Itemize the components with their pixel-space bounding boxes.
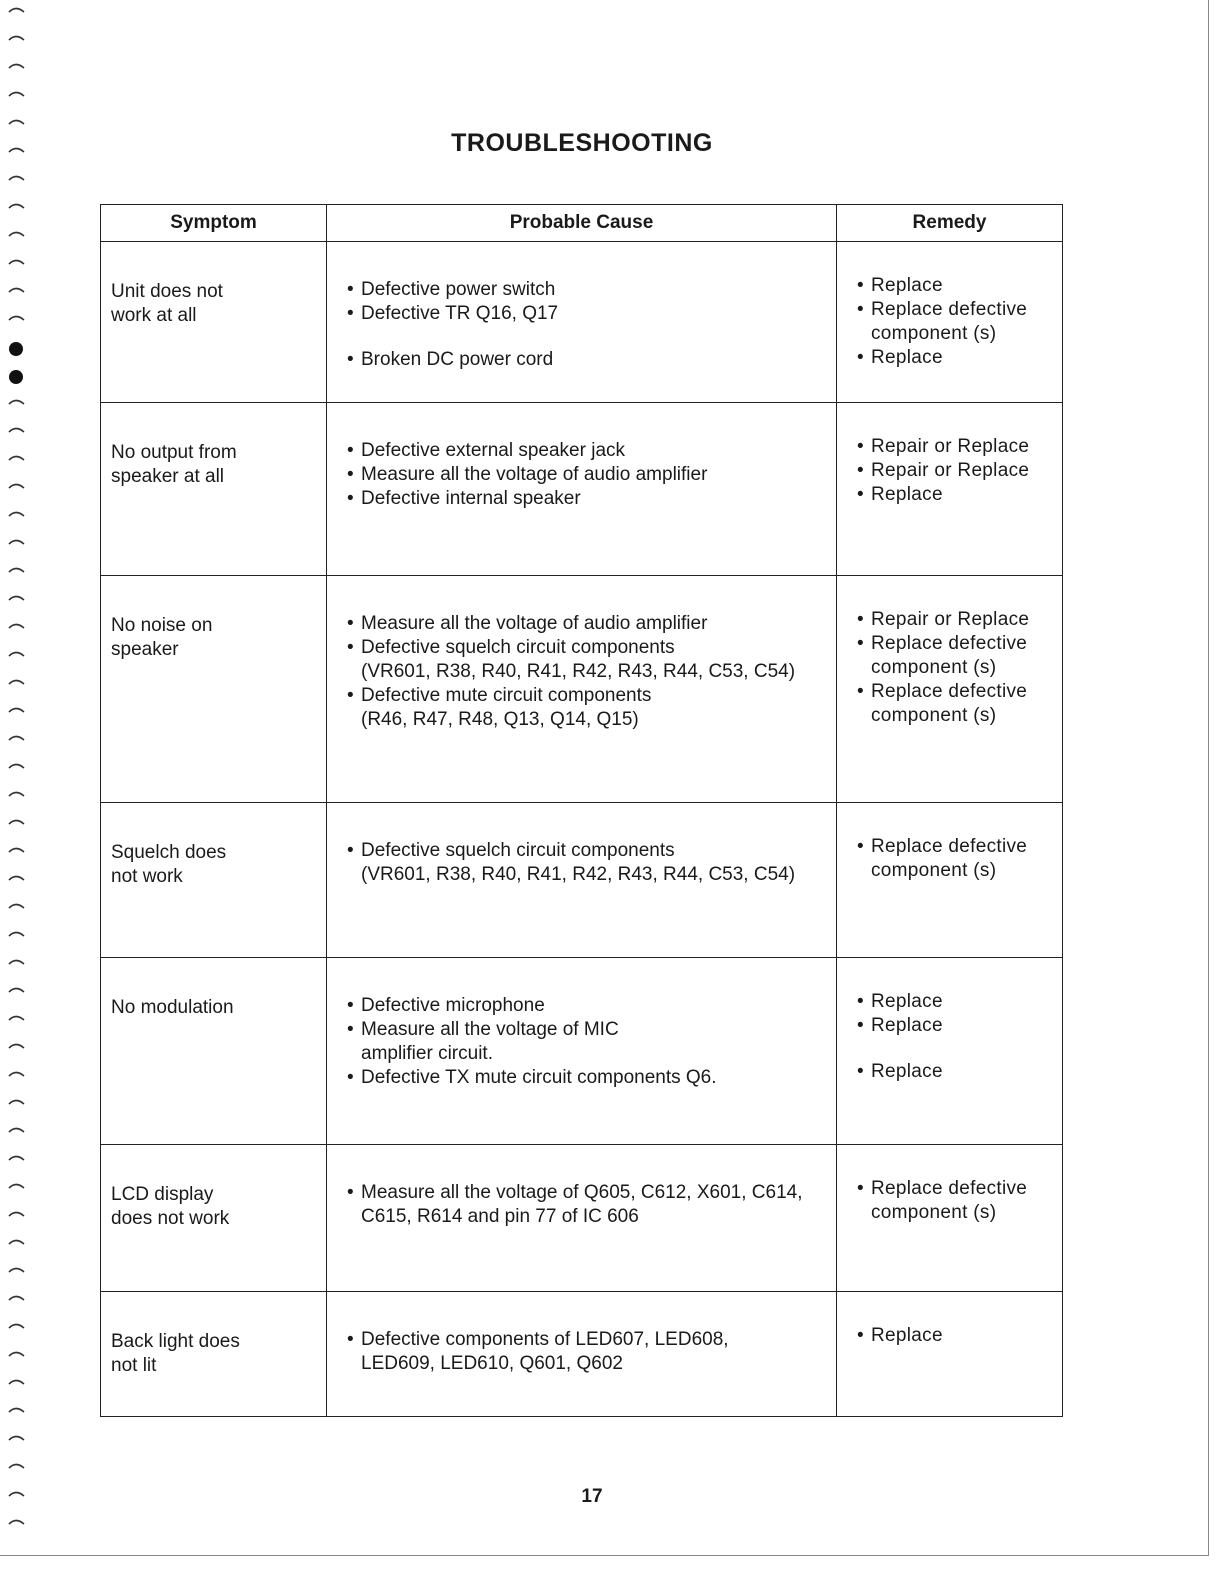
probable-cause-cell bbox=[327, 1292, 837, 1417]
binding-mark bbox=[9, 625, 24, 629]
binding-mark bbox=[9, 709, 24, 713]
remedy-cell bbox=[837, 242, 1063, 403]
symptom-text: LCD display bbox=[111, 1184, 214, 1205]
remedy-item bbox=[857, 435, 1056, 459]
remedy-item bbox=[857, 298, 1056, 346]
cause-text: • Measure all the voltage of audio amplifier bbox=[347, 463, 826, 487]
table-row bbox=[101, 1145, 1063, 1292]
binding-mark bbox=[9, 989, 24, 993]
binding-marks-svg bbox=[6, 0, 28, 1584]
table-row bbox=[101, 803, 1063, 958]
cause-text-continued: amplifier circuit. bbox=[361, 1043, 493, 1064]
binding-mark bbox=[9, 1353, 24, 1357]
binding-mark bbox=[9, 1409, 24, 1413]
probable-cause-cell bbox=[327, 403, 837, 576]
binding-mark bbox=[9, 205, 24, 209]
binding-mark bbox=[9, 1073, 24, 1077]
probable-cause-cell bbox=[327, 576, 837, 803]
binding-mark bbox=[9, 1465, 24, 1469]
table-row bbox=[101, 242, 1063, 403]
remedy-text: • Repair or Replace bbox=[857, 608, 1056, 632]
symptom-cell bbox=[101, 576, 327, 803]
binding-mark bbox=[9, 1521, 24, 1525]
cause-item bbox=[347, 1018, 826, 1066]
cause-text: • Defective external speaker jack bbox=[347, 439, 826, 463]
symptom-text: No modulation bbox=[111, 997, 234, 1018]
remedy-item bbox=[857, 990, 1056, 1014]
symptom-cell bbox=[101, 403, 327, 576]
binding-mark bbox=[9, 653, 24, 657]
symptom-text: Squelch does bbox=[111, 842, 227, 863]
binding-mark bbox=[9, 1185, 24, 1189]
binding-mark bbox=[9, 737, 24, 741]
binding-hole-marks bbox=[6, 0, 28, 1584]
remedy-text-continued: component (s) bbox=[871, 323, 997, 344]
binding-mark bbox=[9, 1269, 24, 1273]
binding-mark bbox=[9, 877, 24, 881]
remedy-text: • Replace bbox=[857, 1324, 1056, 1348]
remedy-item bbox=[857, 346, 1056, 370]
symptom-text: speaker bbox=[111, 639, 179, 660]
cause-text: • Defective mute circuit components bbox=[347, 684, 826, 708]
remedy-cell bbox=[837, 1292, 1063, 1417]
binding-mark bbox=[9, 541, 24, 545]
cause-text: • Measure all the voltage of Q605, C612, X601, C614, bbox=[347, 1181, 826, 1205]
binding-mark bbox=[9, 429, 24, 433]
table-row bbox=[101, 403, 1063, 576]
remedy-text: • Repair or Replace bbox=[857, 435, 1056, 459]
binding-mark bbox=[9, 821, 24, 825]
cause-item bbox=[347, 839, 826, 887]
remedy-text: • Replace bbox=[857, 990, 1056, 1014]
remedy-item bbox=[857, 459, 1056, 483]
remedy-text: • Replace bbox=[857, 483, 1056, 507]
binding-mark bbox=[9, 849, 24, 853]
cause-item bbox=[347, 994, 826, 1018]
cause-text-continued: LED609, LED610, Q601, Q602 bbox=[361, 1353, 623, 1374]
remedy-text-continued: component (s) bbox=[871, 705, 997, 726]
binding-mark bbox=[9, 793, 24, 797]
binding-mark bbox=[9, 1101, 24, 1105]
remedy-text: • Replace defective bbox=[857, 632, 1056, 656]
cause-item bbox=[347, 463, 826, 487]
symptom-text: work at all bbox=[111, 305, 197, 326]
remedy-text: • Replace defective bbox=[857, 1177, 1056, 1201]
binding-mark bbox=[9, 317, 24, 321]
cause-item bbox=[347, 278, 826, 302]
remedy-text: • Replace bbox=[857, 346, 1056, 370]
binding-mark bbox=[9, 961, 24, 965]
symptom-cell bbox=[101, 803, 327, 958]
cause-item bbox=[347, 1066, 826, 1090]
symptom-cell bbox=[101, 1145, 327, 1292]
binding-mark bbox=[9, 485, 24, 489]
binding-mark bbox=[9, 1213, 24, 1217]
probable-cause-cell bbox=[327, 1145, 837, 1292]
table-row bbox=[101, 958, 1063, 1145]
remedy-text-continued: component (s) bbox=[871, 657, 997, 678]
probable-cause-cell bbox=[327, 803, 837, 958]
remedy-item bbox=[857, 632, 1056, 680]
cause-text: • Defective microphone bbox=[347, 994, 826, 1018]
cause-item bbox=[347, 487, 826, 511]
binding-mark bbox=[9, 681, 24, 685]
probable-cause-cell bbox=[327, 242, 837, 403]
binding-mark bbox=[9, 233, 24, 237]
binding-mark bbox=[9, 905, 24, 909]
remedy-item bbox=[857, 608, 1056, 632]
binding-mark bbox=[9, 1381, 24, 1385]
cause-item bbox=[347, 684, 826, 732]
binding-mark bbox=[9, 289, 24, 293]
binding-mark bbox=[9, 1437, 24, 1441]
cause-text: • Measure all the voltage of audio amplifier bbox=[347, 612, 826, 636]
binding-mark bbox=[9, 1129, 24, 1133]
header-symptom: Symptom bbox=[101, 205, 327, 242]
remedy-text: • Repair or Replace bbox=[857, 459, 1056, 483]
remedy-cell bbox=[837, 403, 1063, 576]
remedy-item bbox=[857, 680, 1056, 728]
page-right-edge bbox=[1208, 0, 1209, 1555]
binding-mark bbox=[9, 1045, 24, 1049]
symptom-text: not lit bbox=[111, 1355, 157, 1376]
cause-text-continued: (VR601, R38, R40, R41, R42, R43, R44, C53, C54) bbox=[361, 661, 796, 682]
cause-item bbox=[347, 1328, 826, 1376]
cause-text-continued: C615, R614 and pin 77 of IC 606 bbox=[361, 1206, 639, 1227]
cause-item bbox=[347, 439, 826, 463]
binding-mark bbox=[9, 65, 24, 69]
binding-mark bbox=[9, 1157, 24, 1161]
binding-mark bbox=[9, 765, 24, 769]
cause-text: • Defective squelch circuit components bbox=[347, 636, 826, 660]
table-row bbox=[101, 576, 1063, 803]
symptom-text: Unit does not bbox=[111, 281, 223, 302]
binding-mark bbox=[9, 457, 24, 461]
remedy-text: • Replace defective bbox=[857, 680, 1056, 704]
table-body bbox=[101, 242, 1063, 1417]
cause-item bbox=[347, 636, 826, 684]
remedy-item bbox=[857, 483, 1056, 507]
binding-mark bbox=[9, 1017, 24, 1021]
remedy-cell bbox=[837, 803, 1063, 958]
binding-mark bbox=[9, 401, 24, 405]
symptom-text: speaker at all bbox=[111, 466, 225, 487]
troubleshooting-table bbox=[100, 204, 1063, 1417]
remedy-cell bbox=[837, 958, 1063, 1145]
symptom-cell bbox=[101, 1292, 327, 1417]
cause-text-continued: (VR601, R38, R40, R41, R42, R43, R44, C53, C54) bbox=[361, 864, 796, 885]
cause-text: • Defective internal speaker bbox=[347, 487, 826, 511]
remedy-text-continued: component (s) bbox=[871, 860, 997, 881]
remedy-cell bbox=[837, 1145, 1063, 1292]
binding-mark bbox=[9, 1241, 24, 1245]
symptom-text: No noise on bbox=[111, 615, 213, 636]
remedy-item bbox=[857, 1060, 1056, 1084]
cause-text: • Broken DC power cord bbox=[347, 348, 826, 372]
remedy-item bbox=[857, 1324, 1056, 1348]
cause-item bbox=[347, 302, 826, 326]
binding-mark bbox=[9, 1297, 24, 1301]
symptom-text: Back light does bbox=[111, 1331, 240, 1352]
binding-mark bbox=[9, 569, 24, 573]
symptom-text: not work bbox=[111, 866, 183, 887]
cause-text: • Defective TX mute circuit components Q6. bbox=[347, 1066, 826, 1090]
probable-cause-cell bbox=[327, 958, 837, 1145]
remedy-text-continued: component (s) bbox=[871, 1202, 997, 1223]
cause-text: • Defective components of LED607, LED608, bbox=[347, 1328, 826, 1352]
remedy-text: • Replace defective bbox=[857, 835, 1056, 859]
binding-mark bbox=[9, 121, 24, 125]
binding-mark bbox=[9, 513, 24, 517]
cause-item bbox=[347, 612, 826, 636]
symptom-text: No output from bbox=[111, 442, 237, 463]
remedy-text: • Replace bbox=[857, 1060, 1056, 1084]
remedy-item bbox=[857, 1177, 1056, 1225]
table-header-row bbox=[101, 205, 1063, 242]
header-remedy: Remedy bbox=[837, 205, 1063, 242]
cause-text-continued: (R46, R47, R48, Q13, Q14, Q15) bbox=[361, 709, 639, 730]
symptom-text: does not work bbox=[111, 1208, 230, 1229]
header-probable-cause: Probable Cause bbox=[327, 205, 837, 242]
binding-mark bbox=[9, 597, 24, 601]
binding-mark bbox=[9, 9, 24, 13]
remedy-cell bbox=[837, 576, 1063, 803]
remedy-item bbox=[857, 274, 1056, 298]
cause-text: • Defective power switch bbox=[347, 278, 826, 302]
binding-mark bbox=[9, 933, 24, 937]
cause-item bbox=[347, 348, 826, 372]
binding-mark bbox=[9, 93, 24, 97]
cause-text: • Defective TR Q16, Q17 bbox=[347, 302, 826, 326]
remedy-text: • Replace defective bbox=[857, 298, 1056, 322]
remedy-text: • Replace bbox=[857, 1014, 1056, 1038]
binding-mark bbox=[9, 261, 24, 265]
binding-mark bbox=[9, 177, 24, 181]
page-number: 17 bbox=[581, 1486, 603, 1507]
page-title: TROUBLESHOOTING bbox=[451, 128, 713, 157]
page-bottom-edge bbox=[0, 1555, 1209, 1556]
remedy-text: • Replace bbox=[857, 274, 1056, 298]
binding-mark bbox=[9, 37, 24, 41]
binding-mark bbox=[9, 1325, 24, 1329]
remedy-item bbox=[857, 835, 1056, 883]
symptom-cell bbox=[101, 242, 327, 403]
cause-text: • Measure all the voltage of MIC bbox=[347, 1018, 826, 1042]
table-row bbox=[101, 1292, 1063, 1417]
cause-item bbox=[347, 1181, 826, 1229]
cause-text: • Defective squelch circuit components bbox=[347, 839, 826, 863]
remedy-item bbox=[857, 1014, 1056, 1038]
symptom-cell bbox=[101, 958, 327, 1145]
